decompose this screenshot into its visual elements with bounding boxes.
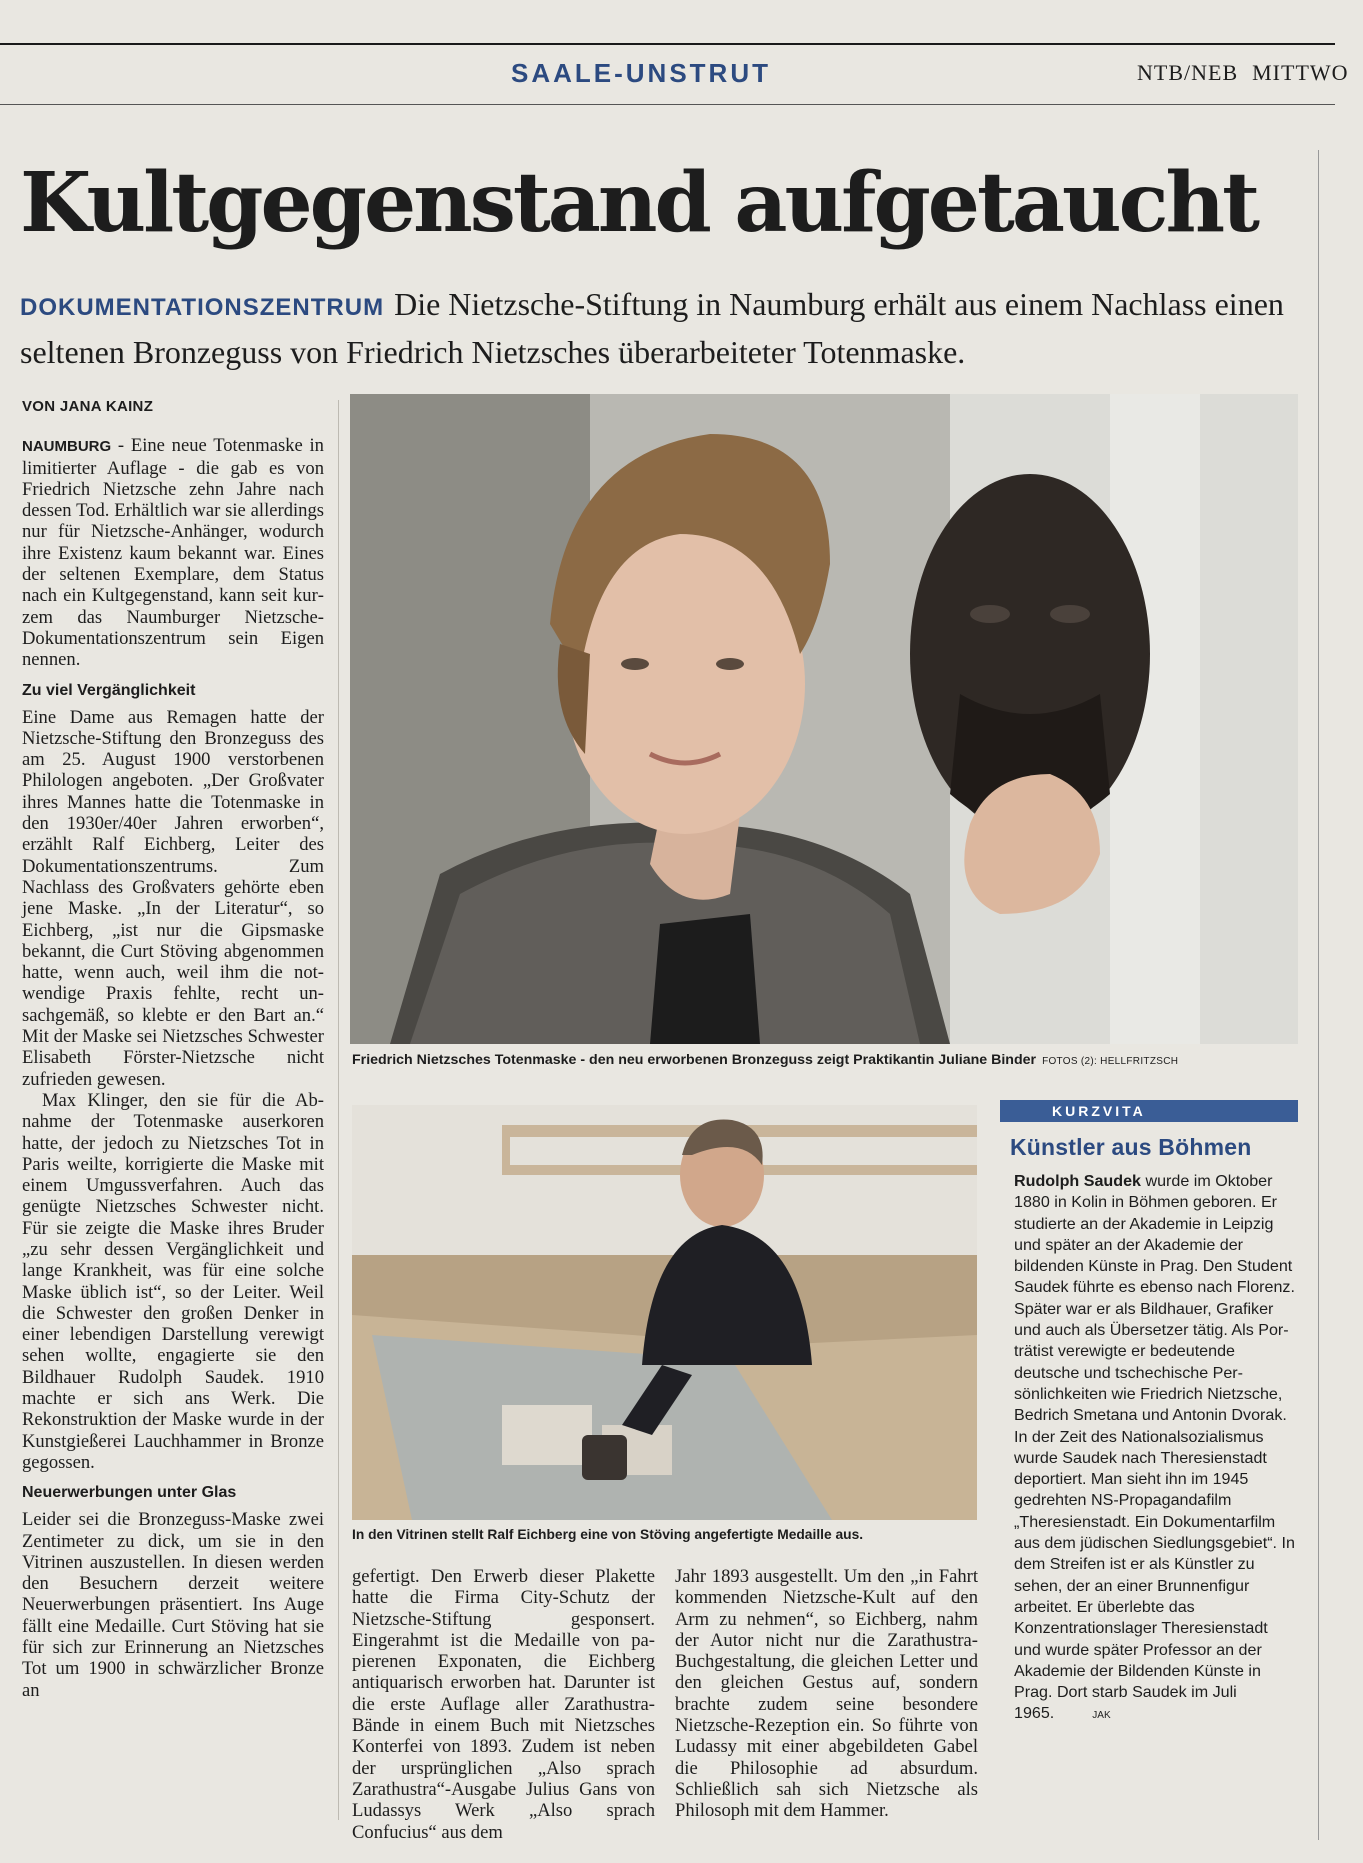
photo-vitrine-art [352,1105,977,1520]
kurzvita-title: Künstler aus Böhmen [1010,1134,1252,1160]
adjacent-column-edge [1318,150,1336,1840]
kurzvita-name: Rudolph Saudek [1014,1172,1141,1190]
edition-label: NTB/NEB [1137,60,1239,85]
article-column-1 [22,396,324,1701]
kurzvita-signature: JAK [1092,1710,1111,1722]
top-rule [0,43,1335,45]
paragraph-4: gefertigt. Den Erwerb dieser Plakette hatte die Firma City-Schutz der Nietzsche-Stiftung gesponsert. Eingerahmt ist die Medaille von papierenen Exponaten, die Eichberg antiquarisch erworben hat. Darunter ist die erste Auflage aller Zarathustra-Bände in einem Buch mit Nietzsches Konterfei von 1893. Zudem ist neben der ursprünglichen „Also sprach Zarathustra“-Ausgabe Julius Gans von Ludassys Werk „Also sprach Confucius“ aus dem [352,1566,655,1843]
kurzvita-label: KURZVITA [1000,1100,1298,1122]
photo-caption-1-text: Friedrich Nietzsches Totenmaske - den neu erworbenen Bronzeguss zeigt Praktikantin Juliane Binder [352,1052,1037,1068]
kurzvita-body [1000,1171,1298,1727]
column-gutter [338,400,339,1820]
lead-text: - Eine neue Totenmaske in limitierter Auflage - die gab es von Friedrich Nietzsche zehn Jahre nach dessen Tod. Erhältlich war sie allerdings nur für Nietzsche-Anhänger, wodurch ihre Existenz kaum bekannt war. Eines der seltenen Exemplare, dem Status nach ein Kultgegenstand, kann seit kurzem das Naumburger Nietzsche-Dokumentationszentrum sein Eigen nennen. [22,435,324,671]
subheading-1: Zu viel Vergänglichkeit [22,681,196,699]
header-rule [0,104,1335,105]
photo-caption-1 [352,1052,1300,1068]
photo-caption-2: In den Vitrinen stellt Ralf Eichberg eine von Stöving angefertigte Medaille aus. [352,1527,864,1542]
deck [20,282,1320,375]
kurzvita-box [1000,1100,1298,1727]
paragraph-1: Eine Dame aus Remagen hatte der Nietzsche-Stiftung den Bronzeguss des am 25. August 1900 verstorbenen Philologen angeboten. „Der Großvater ihres Mannes hatte die Totenmaske in den 1930er/40er Jahren erworben“, erzählt Ralf Eichberg, Leiter des Dokumentationszentrums. Zum Nachlass des Großvaters gehörte eben jene Maske. „In der Literatur“, so Eichberg, „ist nur die Gipsmaske bekannt, die Curt Stöving abgenommen hatte, wenn auch, weil ihm die notwendige Praxis fehlte, recht unsachgemäß, so klebte er den Bart an.“ Mit der Maske sei Nietzsches Schwester Elisabeth Förster-Nietzsche nicht zufrieden gewesen. [22,706,324,1090]
paragraph-2: Max Klinger, den sie für die Abnahme der Totenmaske auserkoren hatte, der jedoch zu Nietzsches Tot in Paris weilte, korrigierte die Maske mit einem Umgussverfahren. Auch das genügte Nietzsches Schwester nicht. Für sie zeigte die Maske ihres Bruder „zu sehr dessen Vergänglichkeit und lange Krankheit, was für eine solche Maske üblich ist“, so der Leiter. Weil die Schwester den großen Denker in einer lebendigen Darstellung verewigt sehen wollte, engagierte sie den Bildhauer Rudolph Saudek. 1910 machte er sich ans Werk. Die Rekonstruktion der Maske wurde in der Kunstgießerei Lauchhammer in Bronze gegossen. [22,1089,324,1473]
weekday-label: MITTWO [1252,60,1349,85]
dateline: NAUMBURG [22,438,112,456]
section-title: SAALE-UNSTRUT [511,58,771,88]
photo-mask-portrait [350,394,1298,1044]
headline: Kultgegenstand aufgetaucht [20,155,1258,251]
kicker: DOKUMENTATIONSZENTRUM [20,294,385,321]
paragraph-5: Jahr 1893 ausgestellt. Um den „in Fahrt kommenden Nietzsche-Kult auf den Arm zu nehmen“, so Eichberg, nahm der Autor nicht nur die Zarathustra-Buchgestaltung, die gleichen Letter und den gleichen Gestus auf, sondern brachte zudem seine besondere Nietzsche-Rezeption ein. So führte von Ludassy mit einer abgebildeten Gabel die Philosophie ad absurdum. Schließlich sah sich Nietzsche als Philosoph mit dem Hammer. [675,1566,978,1822]
byline: VON JANA KAINZ [22,398,154,415]
kurzvita-text: wurde im Oktober 1880 in Kolin in Böhmen geboren. Er studierte an der Akademie in Leipzig und später an der Akademie der bildenden Künste in Prag. Den Student Saudek führte es ebenso nach Florenz. Später war er als Bildhauer, Grafiker und auch als Übersetzer tätig. Als Porträtist verewigte er bedeutende deutsche und tschechische Persönlichkeiten wie Friedrich Nietzsche, Bedrich Smetana und Antonin Dvorak. In der Zeit des Nationalsozialismus wurde Saudek nach Theresienstadt deportiert. Man sieht ihn im 1945 gedrehten NS-Propagandafilm „Theresienstadt. Ein Dokumentarfilm aus dem jüdischen Siedlungsgebiet“. In dem Streifen ist er als Künstler zu sehen, der an einer Brunnenfigur arbeitet. Er überlebte das Konzentrationslager Theresienstadt und wurde später Professor an der Akademie der Bildenden Künste in Prag. Dort starb Saudek im Juli 1965. [1014,1172,1295,1723]
photo-mask-portrait-art [350,394,1298,1044]
article-column-3 [675,1566,978,1822]
article-column-2 [352,1566,655,1843]
photo-credit: FOTOS (2): HELLFRITZSCH [1042,1056,1179,1067]
paragraph-3: Leider sei die Bronzeguss-Maske zwei Zentimeter zu dick, um sie in den Vitrinen auszustellen. In diesen werden den Besuchern derzeit weitere Neuerwerbungen präsentiert. Ins Auge fällt eine Medaille. Curt Stöving hat sie für sich zur Erinnerung an Nietzsches Tot um 1900 in schwärzlicher Bronze an [22,1509,324,1701]
subheading-2: Neuerwerbungen unter Glas [22,1484,237,1502]
deck-text: Die Nietzsche-Stiftung in Naumburg erhält aus einem Nachlass einen seltenen Bronzeguss von Friedrich Nietzsches überarbeiteter Totenmaske. [20,286,1284,370]
photo-vitrine [352,1105,977,1520]
lead-paragraph [22,435,324,670]
edition-info [1137,60,1349,86]
